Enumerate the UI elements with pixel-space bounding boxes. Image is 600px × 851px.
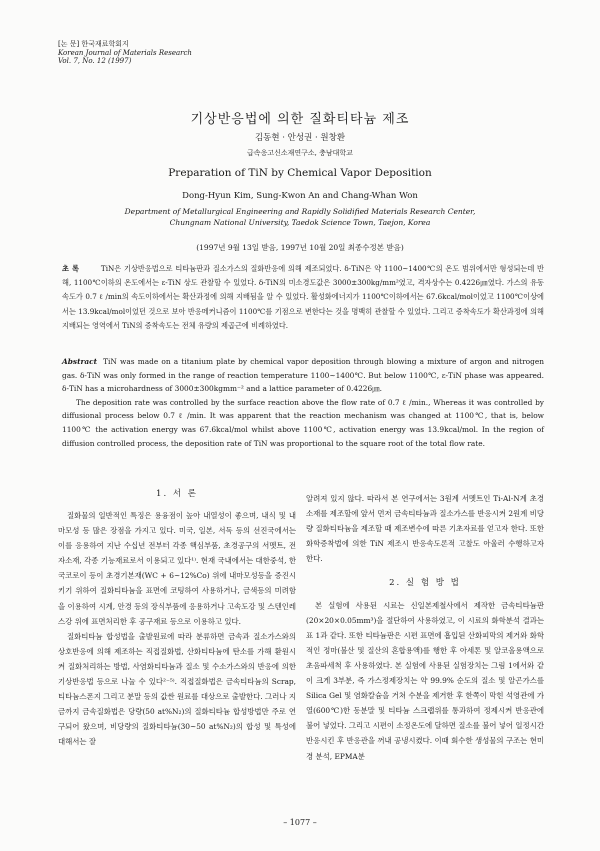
intro-paragraph-1: 질화물의 일반적인 특징은 용융점이 높아 내열성이 좋으며, 내식 및 내마모성 등 많은 장점을 가지고 있다. 미국, 일본, 서독 등의 선진국에서는 이를 응용하여 지난 수십년 전부터 각종 핵심부품, 초경공구의 서멧트, 전자소재, 각종 기능재료로서 이용되고 있다¹⁾. 현재 국내에서는 대한중석, 한국코로이 등이 초경기본재(WC + 6~12%Co) 위에 내마모성등을 증진시키기 위하여 질화티타늄을 표면에 코팅하여 사용하거나, 금색등의 미려함을 이용하여 시계, 안경 등의 장식부품에 응용하거나 고속도강 및 스텐인레스강 위에 표면처리한 후 공구재료 등으로 이용하고 있다. bbox=[58, 511, 296, 626]
journal-name-ko: [논 문] 한국재료학회지 bbox=[58, 40, 129, 48]
right-column bbox=[306, 491, 544, 764]
abstract-english-p1: TiN was made on a titanium plate by chemical vapor deposition through blowing a mixture of argon and nitrogen gas. δ-TiN was only formed in the range of reaction temperature 1100~1400℃. But below 1100℃, ε-TiN phase was appeared. δ-TiN has a microhardness of 3000±300kgmm⁻² and a lattice parameter of 0.4226㎛. bbox=[62, 357, 544, 394]
page-number: – 1077 – bbox=[283, 818, 317, 827]
abstract-korean-label: 초 록 bbox=[62, 264, 79, 273]
intro-paragraph-3: 알려져 있지 않다. 따라서 본 연구에서는 3원계 서멧트인 Ti-Al-N계 초경소재를 제조할에 앞서 먼저 금속티타늄과 질소가스를 반응시켜 2원계 비당량 질화티타늄을 제조할 때 제조변수에 따른 기초자료를 얻고자 한다. 또한 화학증착법에 의한 TiN 제조시 반응속도론적 고찰도 아울러 수행하고자 한다. bbox=[306, 494, 544, 564]
affiliation-korean: 급속응고신소재연구소, 충남대학교 bbox=[247, 149, 353, 157]
journal-header bbox=[58, 40, 192, 66]
title-english: Preparation of TiN by Chemical Vapor Deposition bbox=[168, 167, 432, 179]
title-korean: 기상반응법에 의한 질화티타늄 제조 bbox=[190, 112, 410, 127]
affiliation-english bbox=[0, 206, 600, 228]
authors-english: Dong-Hyun Kim, Sung-Kwon An and Chang-Whan Won bbox=[182, 191, 418, 201]
abstract-english-p2: The deposition rate was controlled by the surface reaction above the flow rate of 0.7 ℓ /min., Whereas it was controlled by diffusional process below 0.7 ℓ /min. It was apparent that the reaction mechanism was changed at 1100℃, that is, below 1100℃ the activation energy was 67.6kcal/mol whilst above 1100℃, activation energy was 13.9kcal/mol. In the region of diffusion controlled process, the deposition rate of TiN was proportional to the square root of the total flow rate. bbox=[62, 397, 544, 448]
section-introduction-heading: 1. 서 론 bbox=[156, 489, 198, 499]
authors-korean: 김동현 · 안성권 · 원창환 bbox=[254, 133, 346, 143]
abstract-english-label: Abstract bbox=[62, 357, 98, 366]
abstract-korean bbox=[62, 262, 544, 333]
methods-paragraph-1: 본 실험에 사용된 시료는 신일본제철사에서 제작한 금속티타늄판(20×20×0.05mm³)을 절단하여 사용하였고, 이 시료의 화학분석 결과는 표 1과 같다. 또한 티타늄판은 시편 표면에 흡입된 산화피막의 제거와 화학적인 정마(불산 및 질산의 혼합용액)를 행한 후 아세톤 및 알코올용액으로 초음파세척 후 사용하였다. 본 실험에 사용된 실험장치는 그림 1에서와 같이 크게 3부분, 즉 가스정제장치는 약 99.9% 순도의 질소 및 알곤가스를 Silica Gel 및 염화칼슘을 거쳐 수분을 제거한 후 한쪽이 막힌 석영관에 가열(600℃)한 동분말 및 티타늄 스크랩위를 통과하여 정제시켜 반응관에 불어 넣었다. 그리고 시편이 소정온도에 달하면 질소를 불어 넣어 일정시간 반응시킨 후 반응관을 꺼내 공냉시켰다. 이때 회수한 생성물의 구조는 현미경 분석, EPMA분 bbox=[306, 600, 544, 761]
journal-volume: Vol. 7, No. 12 (1997) bbox=[58, 57, 132, 65]
section-methods-heading: 2. 실 험 방 법 bbox=[389, 578, 461, 589]
abstract-english bbox=[62, 355, 544, 450]
received-dates: (1997년 9월 13일 받음, 1997년 10월 20일 최종수정본 받음) bbox=[196, 243, 404, 252]
intro-paragraph-2: 질화티타늄 합성법을 출발원료에 따라 분류하면 금속과 질소가스와의 상호반응에 의해 제조하는 직접질화법, 산화티타늄에 탄소를 가해 환원시켜 질화처리하는 방법, 사염화티타늄과 질소 및 수소가스와의 반응에 의한 기상반응법 등으로 나눌 수 있다²⁻⁵⁾. 직접질화법은 금속티타늄의 Scrap, 티타늄스폰지 그리고 분말 등의 값싼 원료를 대상으로 출발한다. 그러나 지금까지 금속질화법은 당량(50 at%N₂)의 질화티타늄 합성방법만 주로 연구되어 왔으며, 비당량의 질화티타늄(30~50 at%N₂)의 합성 및 특성에 대해서는 잘 bbox=[58, 631, 296, 747]
abstract-korean-text: TiN은 기상반응법으로 티타늄판과 질소가스의 질화반응에 의해 제조되었다. δ-TiN은 약 1100~1400℃의 온도 범위에서만 형성되는데 반해, 1100℃이하의 온도에서는 ε-TiN 상도 관찰할 수 있었다. δ-TiN의 미소경도값은 3000±300kg/mm²였고, 격자상수는 0.4226㎛였다. 가스의 유동속도가 0.7 ℓ /min의 속도이하에서는 확산과정에 의해 지배됨을 알 수 있었다. 활성화에너지가 1100℃이하에서는 67.6kcal/mol이었고 1100℃이상에서는 13.9kcal/mol이었던 것으로 보아 반응메커니즘이 1100℃를 기점으로 변한다는 것을 명백히 관찰할 수 있었다. 그리고 증착속도가 확산과정에 의해 지배되는 영역에서 TiN의 증착속도는 전체 유량의 제곱근에 비례하였다. bbox=[62, 264, 545, 330]
affiliation-english-line1: Department of Metallurgical Engineering and Rapidly Solidified Materials Research Center, bbox=[124, 207, 476, 216]
affiliation-english-line2: Chungnam National University, Taedok Science Town, Taejon, Korea bbox=[169, 218, 431, 227]
journal-name-en: Korean Journal of Materials Research bbox=[58, 48, 192, 57]
